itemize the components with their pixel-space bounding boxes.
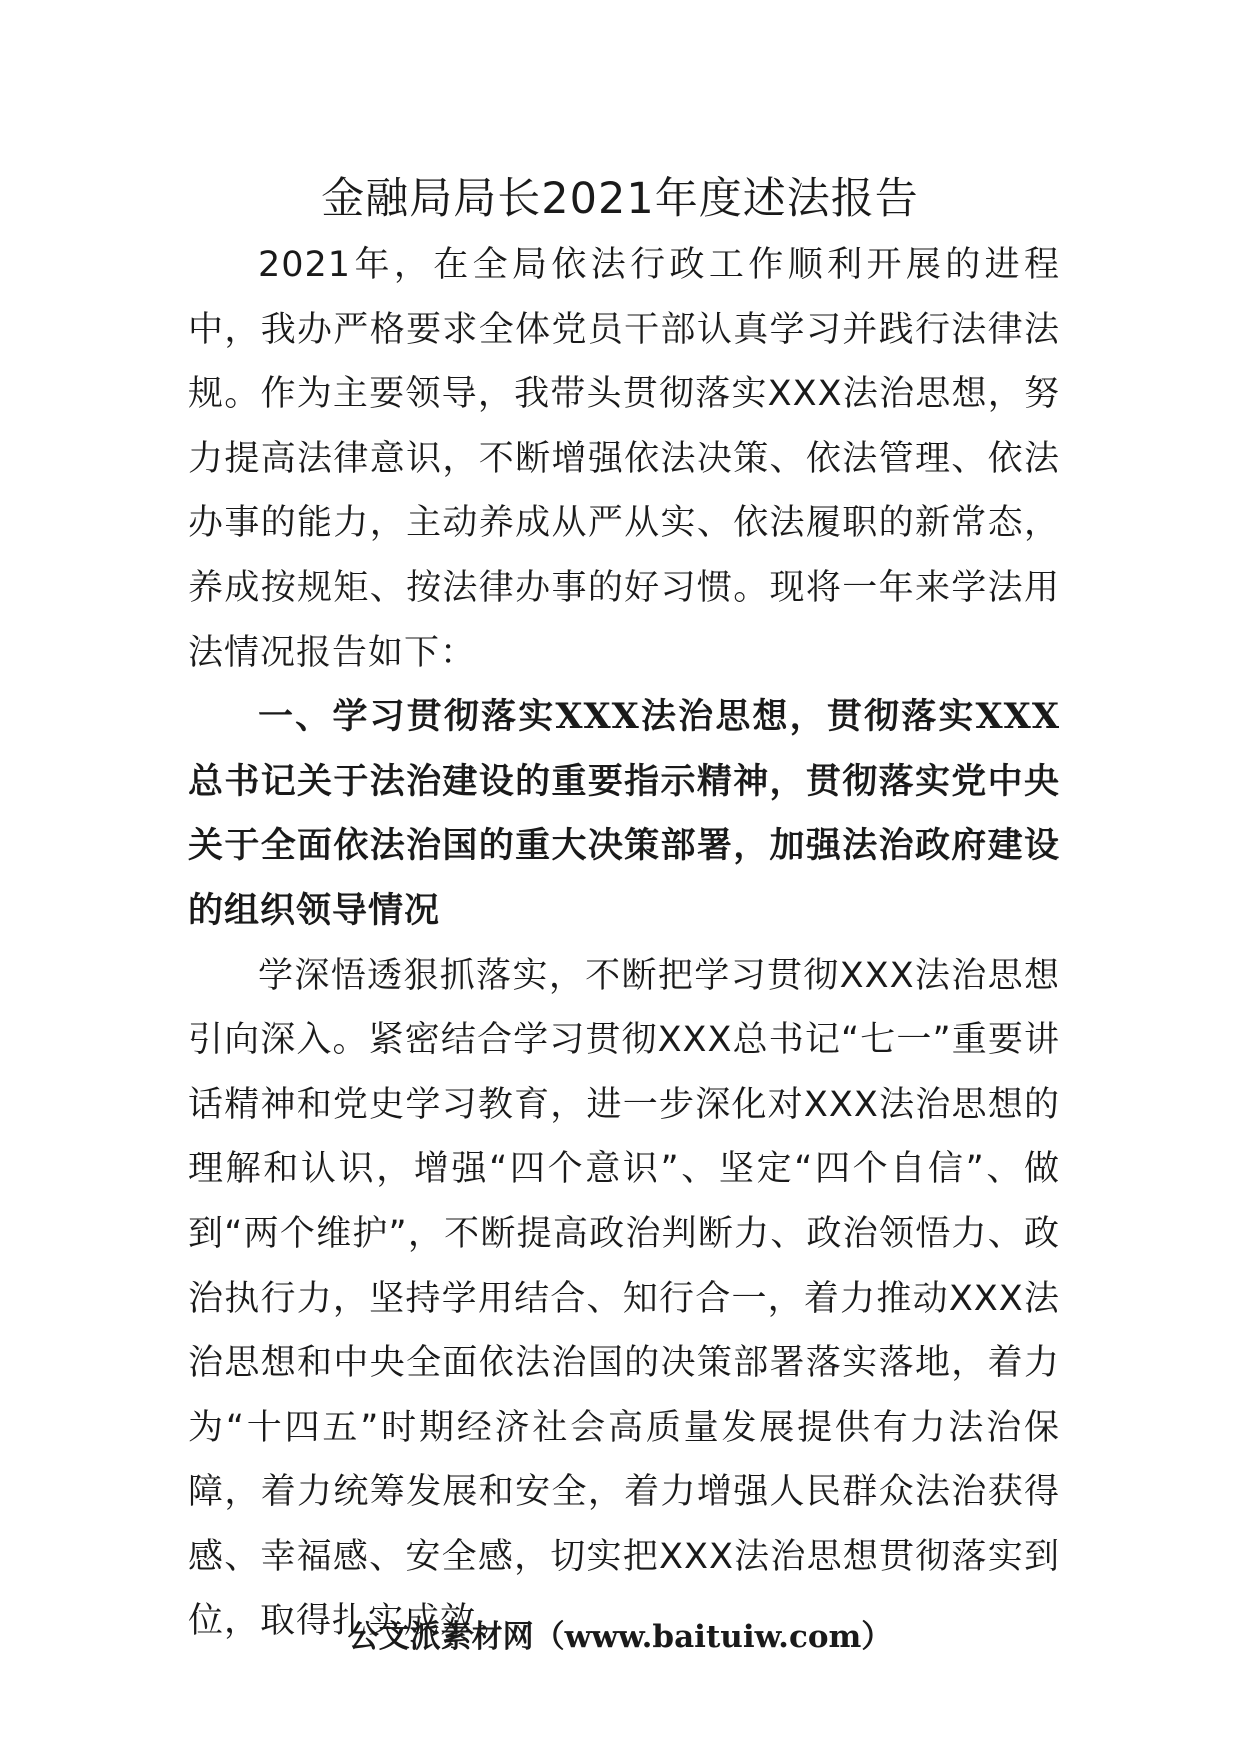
document-title: 金融局局长2021年度述法报告 bbox=[321, 174, 919, 224]
footer-watermark: 公文派素材网（www.baituiw.com） bbox=[347, 1619, 893, 1655]
intro-paragraph: 2021年，在全局依法行政工作顺利开展的进程中，我办严格要求全体党员干部认真学习并践行法律法规。作为主要领导，我带头贯彻落实XXX法治思想，努力提高法律意识，不断增强依法决策、依法管理、依法办事的能力，主动养成从严从实、依法履职的新常态，养成按规矩、按法律办事的好习惯。现将一年来学法用法情况报告如下： bbox=[188, 245, 1060, 673]
document-body bbox=[188, 233, 1060, 1654]
section-heading-1: 一、学习贯彻落实XXX法治思想，贯彻落实XXX总书记关于法治建设的重要指示精神，贯彻落实党中央关于全面依法治国的重大决策部署，加强法治政府建设的组织领导情况 bbox=[188, 696, 1060, 931]
section-1-paragraph: 学深悟透狠抓落实，不断把学习贯彻XXX法治思想引向深入。紧密结合学习贯彻XXX总书记“七一”重要讲话精神和党史学习教育，进一步深化对XXX法治思想的理解和认识，增强“四个意识”、坚定“四个自信”、做到“两个维护”，不断提高政治判断力、政治领悟力、政治执行力，坚持学用结合、知行合一，着力推动XXX法治思想和中央全面依法治国的决策部署落实落地，着力为“十四五”时期经济社会高质量发展提供有力法治保障，着力统筹发展和安全，着力增强人民群众法治获得感、幸福感、安全感，切实把XXX法治思想贯彻落实到位，取得扎实成效。 bbox=[188, 955, 1060, 1642]
